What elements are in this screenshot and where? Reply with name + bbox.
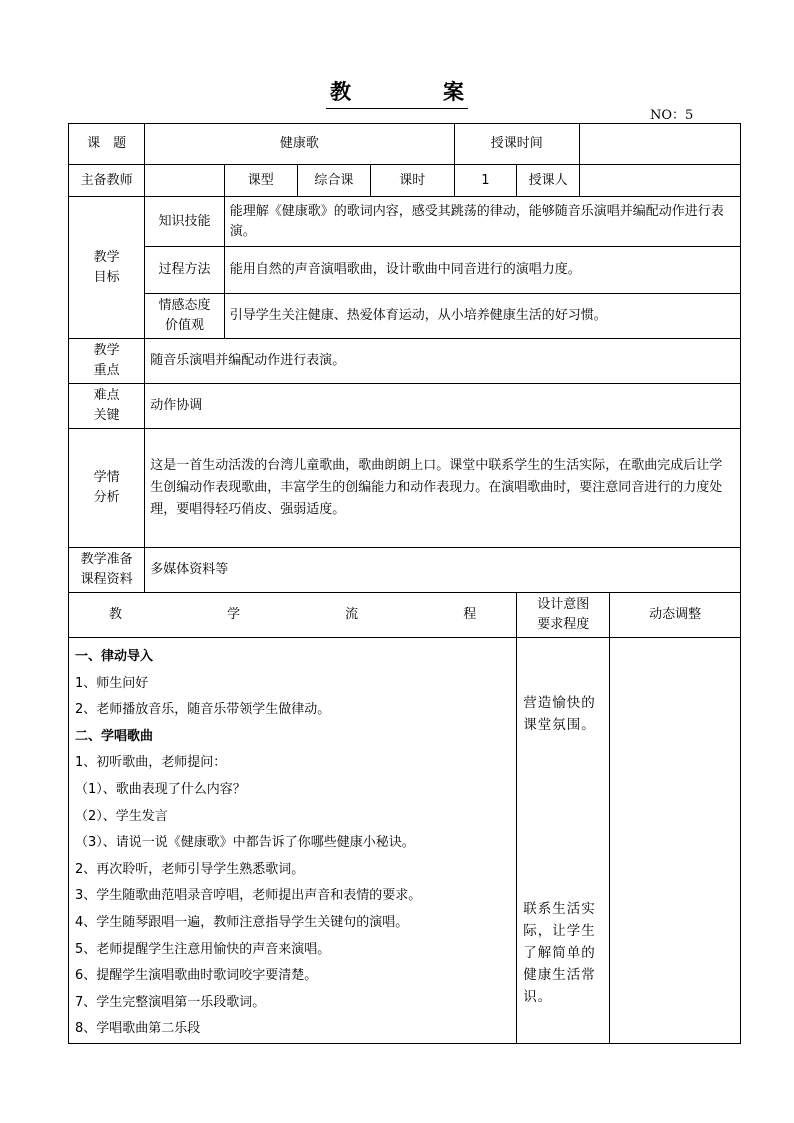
flow-step: 8、学唱歌曲第二乐段	[75, 1021, 201, 1037]
goals-label-line2: 目标	[93, 269, 120, 285]
flow-step: 2、老师播放音乐，随音乐带领学生做律动。	[75, 702, 331, 718]
flow-step: 6、提醒学生演唱歌曲时歌词咬字要清楚。	[75, 968, 318, 984]
lecturer-value[interactable]	[579, 165, 740, 197]
design-note-1: 营造愉快的课堂氛围。	[523, 695, 596, 734]
focus-label	[69, 339, 145, 384]
flow-step: （1）、歌曲表现了什么内容？	[75, 781, 246, 797]
design-header-line1: 设计意图	[537, 597, 590, 612]
flow-step: （3）、请说一说《健康歌》中都告诉了你哪些健康小秘诀。	[75, 835, 415, 851]
type-value: 综合课	[297, 165, 370, 197]
lecturer-label: 授课人	[517, 165, 580, 197]
prep-label	[69, 548, 145, 593]
teacher-label: 主备教师	[69, 165, 145, 197]
document-number: NO：5	[650, 108, 694, 123]
flow-step: 1、师生问好	[75, 675, 149, 691]
design-header	[517, 593, 610, 638]
difficulty-label-line1: 难点	[93, 388, 120, 403]
process-text: 能用自然的声音演唱歌曲，设计歌曲中同音进行的演唱力度。	[224, 247, 740, 294]
design-intent	[517, 638, 610, 1044]
flow-header-char-1: 教	[109, 607, 123, 622]
title-left: 教	[330, 79, 351, 104]
flow-steps	[69, 638, 517, 1044]
flow-section-2: 二、学唱歌曲	[75, 728, 154, 744]
difficulty-label	[69, 384, 145, 429]
goals-label	[69, 197, 145, 339]
analysis-label-line2: 分析	[93, 490, 120, 505]
focus-text: 随音乐演唱并编配动作进行表演。	[145, 339, 741, 384]
dynamic-adjust[interactable]	[610, 638, 741, 1044]
adjust-header: 动态调整	[610, 593, 741, 638]
emotion-label-line2: 价值观	[164, 318, 204, 333]
topic-value: 健康歌	[145, 124, 454, 165]
emotion-label	[145, 294, 224, 339]
analysis-label-line1: 学情	[93, 470, 120, 485]
prep-label-line2: 课程资料	[80, 572, 133, 587]
flow-step: 2、再次聆听，老师引导学生熟悉歌词。	[75, 861, 305, 877]
difficulty-label-line2: 关键	[93, 408, 120, 423]
hours-value: 1	[454, 165, 517, 197]
time-value[interactable]	[579, 124, 740, 165]
analysis-label	[69, 429, 145, 548]
title-right: 案	[443, 79, 464, 104]
emotion-text: 引导学生关注健康、热爱体育运动，从小培养健康生活的好习惯。	[224, 294, 740, 339]
flow-section-1: 一、律动导入	[75, 649, 154, 664]
emotion-label-line1: 情感态度	[158, 298, 211, 313]
knowledge-label: 知识技能	[145, 197, 224, 247]
type-label: 课型	[224, 165, 297, 197]
flow-step: 1、初听歌曲，老师提问：	[75, 755, 227, 771]
design-note-2: 联系生活实际，让学生了解简单的健康生活常识。	[523, 901, 596, 1006]
design-header-line2: 要求程度	[537, 617, 590, 632]
focus-label-line1: 教学	[93, 343, 120, 358]
prep-label-line1: 教学准备	[80, 552, 133, 567]
teacher-value[interactable]	[145, 165, 224, 197]
difficulty-text: 动作协调	[145, 384, 741, 429]
flow-step: （2）、学生发言	[75, 808, 168, 824]
flow-header	[69, 593, 517, 638]
topic-label: 课 题	[69, 124, 145, 165]
flow-header-char-2: 学	[227, 607, 241, 622]
flow-step: 4、学生随琴跟唱一遍，教师注意指导学生关键句的演唱。	[75, 914, 409, 930]
flow-step: 5、老师提醒学生注意用愉快的声音来演唱。	[75, 941, 331, 957]
process-label: 过程方法	[145, 247, 224, 294]
hours-label: 课时	[370, 165, 454, 197]
flow-step: 3、学生随歌曲范唱录音哼唱，老师提出声音和表情的要求。	[75, 888, 422, 904]
analysis-text: 这是一首生动活泼的台湾儿童歌曲，歌曲朗朗上口。课堂中联系学生的生活实际，在歌曲完成后让学生创编动作表现歌曲，丰富学生的创编能力和动作表现力。在演唱歌曲时，要注意同音进行的力度处理，要唱得轻巧俏皮、强弱适度。	[145, 429, 741, 548]
lesson-plan-table	[68, 123, 741, 1044]
knowledge-text: 能理解《健康歌》的歌词内容，感受其跳荡的律动，能够随音乐演唱并编配动作进行表演。	[224, 197, 740, 247]
prep-text: 多媒体资料等	[145, 548, 741, 593]
flow-header-char-4: 程	[463, 607, 477, 622]
flow-header-char-3: 流	[345, 607, 359, 622]
flow-step: 7、学生完整演唱第一乐段歌词。	[75, 994, 266, 1010]
time-label: 授课时间	[454, 124, 579, 165]
goals-label-line1: 教学	[93, 249, 120, 265]
focus-label-line2: 重点	[93, 363, 120, 378]
